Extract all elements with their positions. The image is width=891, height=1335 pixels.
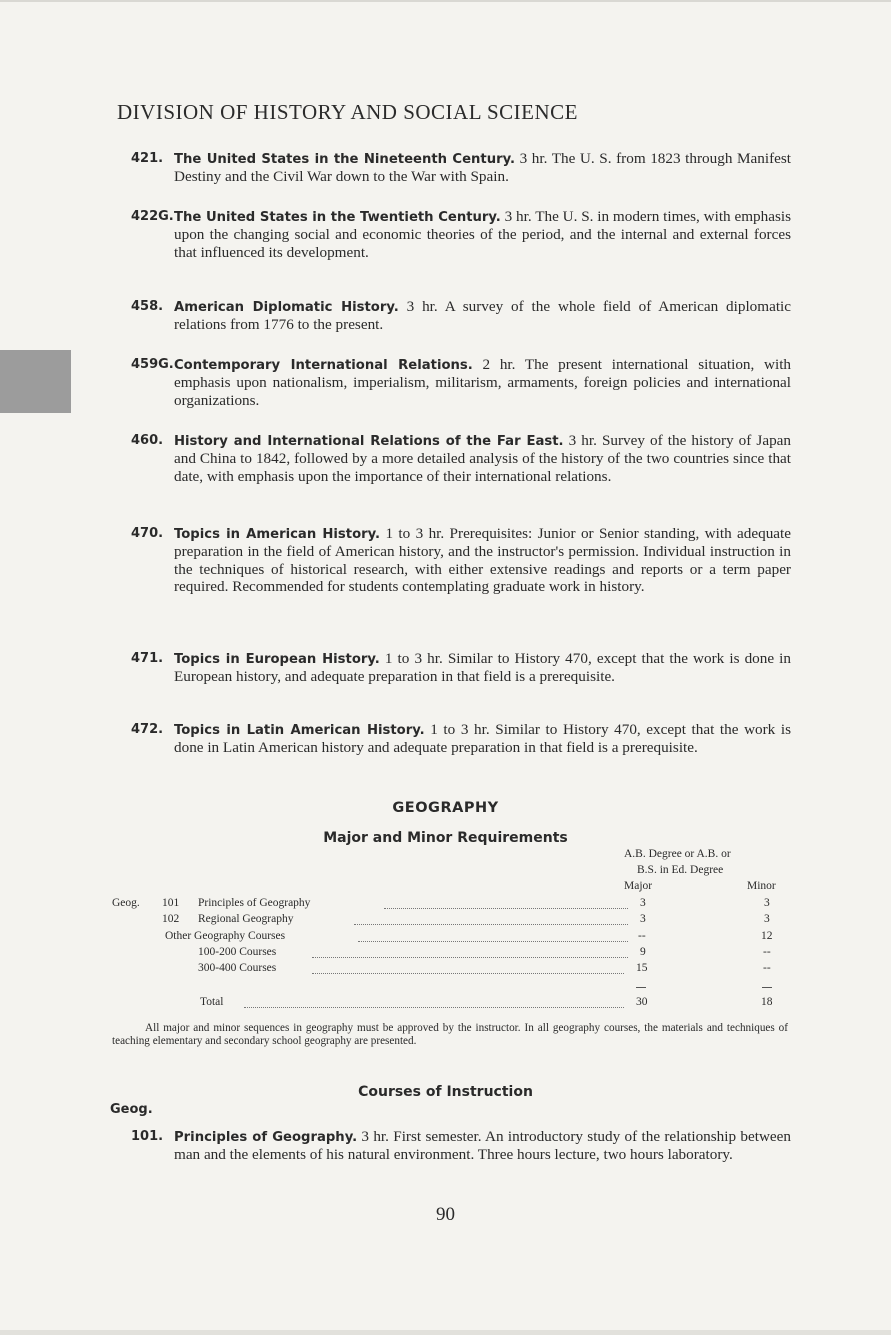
- requirement-row: [112, 962, 788, 978]
- requirement-label: Regional Geography: [198, 913, 294, 925]
- course-description: 3 hr. Survey of the history of Japan and China to 1842, followed by a more detailed analysis of the history of the two countries since that date, with emphasis upon the importance of their international relations.: [174, 432, 791, 485]
- major-hours: --: [638, 930, 646, 942]
- leader-dots: [358, 930, 628, 942]
- course-title: History and International Relations of the Far East.: [174, 434, 564, 449]
- total-row: [112, 996, 788, 1012]
- course-number: 421.: [131, 151, 164, 166]
- requirement-row: [112, 913, 788, 929]
- course-entry: [131, 432, 791, 485]
- course-entry: [131, 356, 791, 409]
- minor-hours: 3: [764, 897, 770, 909]
- minor-hours: --: [763, 946, 771, 958]
- course-entry: [131, 650, 791, 686]
- minor-column-header: Minor: [747, 880, 776, 892]
- course-entry: [131, 208, 791, 261]
- course-number: 422G.: [131, 209, 174, 224]
- course-number: 458.: [131, 299, 164, 314]
- course-code: 102: [162, 913, 180, 925]
- requirement-row: [112, 897, 788, 913]
- total-minor: 18: [761, 996, 773, 1008]
- course-description: 3 hr. First semester. An introductory study of the relationship between man and the elements of his natural environment. Three hours lecture, two hours laboratory.: [174, 1128, 791, 1164]
- course-description: 1 to 3 hr. Similar to History 470, except that the work is done in Latin American history and adequate preparation in that field is a prerequisite.: [174, 721, 792, 757]
- course-description: 3 hr. The U. S. from 1823 through Manifest Destiny and the Civil War down to the War with Spain.: [174, 150, 791, 186]
- course-title: The United States in the Twentieth Century.: [174, 210, 501, 225]
- geography-heading: GEOGRAPHY: [392, 800, 499, 816]
- major-hours: 9: [640, 946, 646, 958]
- page-edge: [0, 1330, 891, 1335]
- course-prefix: Geog.: [112, 897, 140, 909]
- course-title: The United States in the Nineteenth Century.: [174, 152, 516, 167]
- course-entry: [131, 721, 791, 757]
- courses-of-instruction-heading: Courses of Instruction: [358, 1084, 533, 1100]
- course-code: 101: [162, 897, 180, 909]
- course-number: 101.: [131, 1129, 164, 1144]
- course-number: 471.: [131, 651, 164, 666]
- requirement-label: 100-200 Courses: [198, 946, 277, 958]
- minor-hours: 12: [761, 930, 773, 942]
- major-hours: 3: [640, 913, 646, 925]
- course-number: 472.: [131, 722, 164, 737]
- course-title: Topics in Latin American History.: [174, 723, 425, 738]
- major-hours: 15: [636, 962, 648, 974]
- leader-dots: [244, 996, 624, 1008]
- requirement-row: [112, 946, 788, 962]
- course-title: Contemporary International Relations.: [174, 358, 473, 373]
- course-title: Topics in American History.: [174, 527, 381, 542]
- total-label: Total: [200, 996, 224, 1008]
- course-description: 1 to 3 hr. Similar to History 470, except that the work is done in European history, and adequate preparation in that field is a prerequisite.: [174, 650, 791, 686]
- course-title: Topics in European History.: [174, 652, 380, 667]
- leader-dots: [384, 897, 628, 909]
- major-column-header: Major: [624, 880, 653, 892]
- minor-hours: 3: [764, 913, 770, 925]
- course-entry: [131, 298, 791, 334]
- course-description: 2 hr. The present international situation, with emphasis upon nationalism, imperialism, militarism, armaments, foreign policies and international organizations.: [174, 356, 792, 409]
- minor-hours: --: [763, 962, 771, 974]
- total-rule: [636, 987, 646, 988]
- course-title: American Diplomatic History.: [174, 300, 399, 315]
- leader-dots: [354, 913, 628, 925]
- requirement-label: Principles of Geography: [198, 897, 311, 909]
- course-number: 459G.: [131, 357, 174, 372]
- course-title: Principles of Geography.: [174, 1130, 358, 1145]
- requirement-label: 300-400 Courses: [198, 962, 277, 974]
- major-hours: 3: [640, 897, 646, 909]
- degree-line-1: A.B. Degree or A.B. or: [624, 848, 731, 860]
- course-description: 3 hr. A survey of the whole field of American diplomatic relations from 1776 to the present.: [174, 298, 791, 334]
- total-rule: [762, 987, 772, 988]
- course-description: 1 to 3 hr. Prerequisites: Junior or Senior standing, with adequate preparation in the field of American history, and the instructor's permission. Individual instruction in the techniques of historical research, with either extensive readings and reports or a term paper required. Recommended for students contemplating graduate work in history.: [174, 525, 792, 596]
- requirement-row: [112, 930, 788, 946]
- geography-note: All major and minor sequences in geography must be approved by the instructor. In all geography courses, the materials and techniques of teaching elementary and secondary school geography are presented.: [112, 1022, 788, 1047]
- leader-dots: [312, 946, 628, 958]
- page-edge: [0, 0, 891, 2]
- leader-dots: [312, 962, 624, 974]
- course-entry: [131, 525, 791, 596]
- requirements-subheading: Major and Minor Requirements: [323, 830, 568, 846]
- course-number: 460.: [131, 433, 164, 448]
- course-number: 470.: [131, 526, 164, 541]
- total-major: 30: [636, 996, 648, 1008]
- course-entry: [131, 150, 791, 186]
- page-number: 90: [436, 1204, 455, 1225]
- requirement-label: Other Geography Courses: [165, 930, 286, 942]
- thumb-index-tab: [0, 350, 71, 413]
- course-description: 3 hr. The U. S. in modern times, with emphasis upon the changing social and economic theories of the period, and the internal and external forces that influenced its development.: [174, 208, 791, 261]
- course-entry: [131, 1128, 791, 1164]
- degree-line-2: B.S. in Ed. Degree: [637, 864, 724, 876]
- division-header: DIVISION OF HISTORY AND SOCIAL SCIENCE: [117, 100, 579, 124]
- department-prefix: Geog.: [110, 1102, 153, 1117]
